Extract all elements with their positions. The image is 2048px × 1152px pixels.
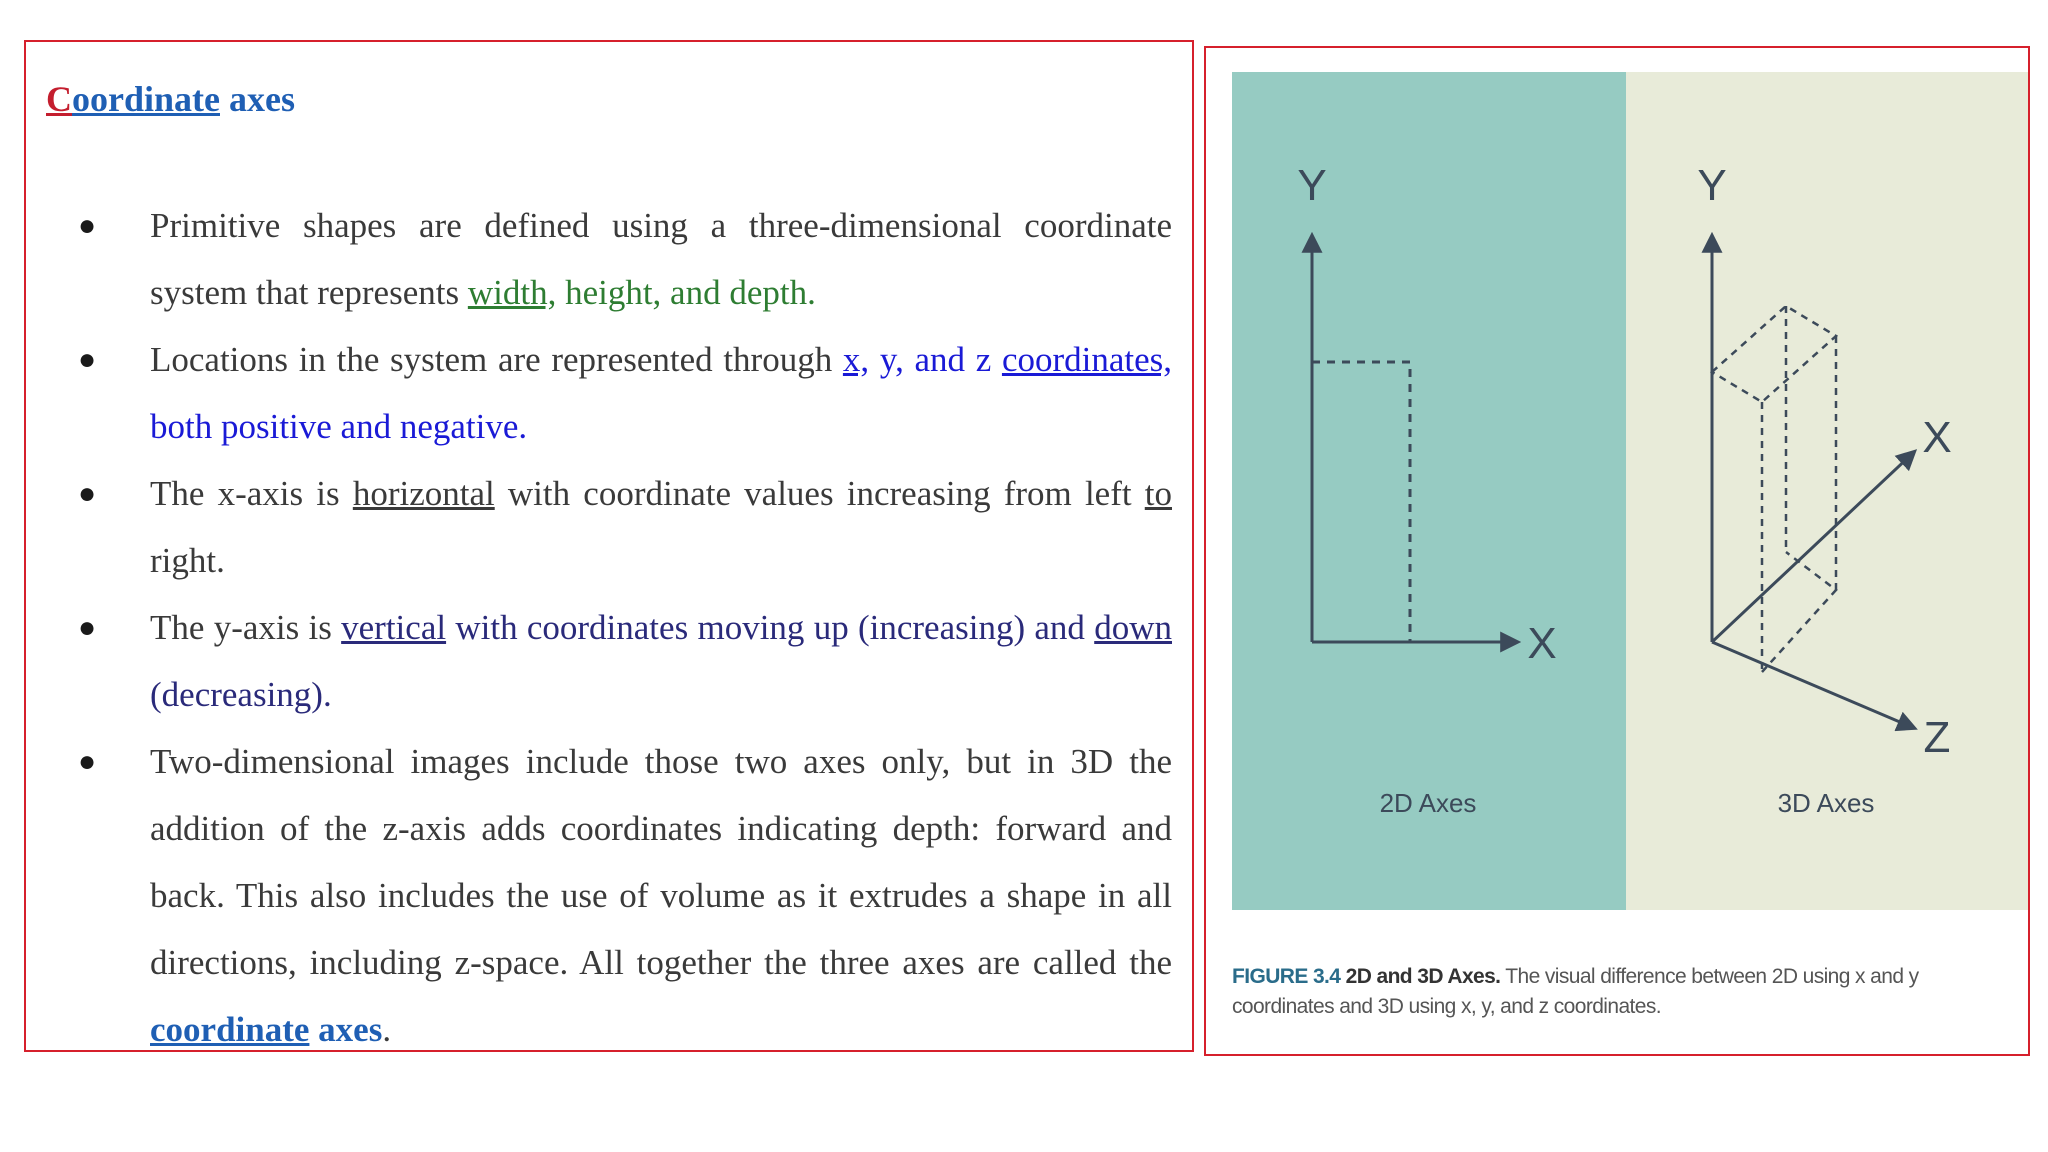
heading-word-coordinate: oordinate [72,79,220,119]
underlined-term-x: x, [842,340,870,379]
underlined-term-horizontal: horizontal [352,474,495,513]
underlined-term-coordinates: coordinates, [1001,340,1173,379]
caption-title: 2D and 3D Axes. [1345,965,1501,988]
heading-word-axes: axes [229,79,295,119]
bullet-dot-icon: ● [78,343,97,376]
underlined-term-width: width, [467,273,557,312]
underlined-term-vertical: vertical [341,608,447,647]
bullet-text: Locations in the system are represented through [150,340,843,379]
panel-3d-background [1626,72,2028,910]
coordinate-link[interactable]: coordinate [150,1010,310,1049]
colored-text: y, and z [869,340,1002,379]
caption-figure-label: FIGURE 3.4 [1232,965,1341,988]
label-2d-axes: 2D Axes [1379,788,1477,818]
bullet-item-3 [26,460,1172,594]
label-3d-axes: 3D Axes [1777,788,1875,818]
heading-first-letter: C [46,79,72,119]
section-heading [46,78,295,121]
bullet-list [26,192,1172,1063]
x-axis-label-3d: X [1922,413,1952,462]
figure-caption [1232,962,2022,1022]
bullet-text: Two-dimensional images include those two axes only, but in 3D the addition of the z-axis adds coordinates indicating depth: forward and back. This also includes the use of volume as it extrudes a shape in all directions, including z-space. All together the three axes are called the [150,742,1172,982]
colored-text: both positive and negative. [150,407,528,446]
underlined-term-down: down [1094,608,1172,647]
bullet-dot-icon: ● [78,477,97,510]
panel-2d-background [1232,72,1626,910]
bullet-item-1 [26,192,1172,326]
colored-text: (decreasing). [150,675,332,714]
bullet-item-5 [26,728,1172,1063]
space [309,1010,318,1049]
bullet-text: The x-axis is [150,474,353,513]
bullet-text: The y-axis is [150,608,342,647]
colored-text: height, and depth. [556,273,816,312]
axes-term: axes [318,1010,383,1049]
bullet-text: . [382,1010,392,1049]
bullet-dot-icon: ● [78,745,97,778]
caption-text: The visual difference between 2D using x and y coordinates and 3D using x, y, and z coordinates. [1232,965,1919,1018]
bullet-item-4 [26,594,1172,728]
bullet-dot-icon: ● [78,611,97,644]
underlined-term-to: to [1144,474,1172,513]
colored-text: with coordinates moving up (increasing) and [446,608,1095,647]
z-axis-label-3d: Z [1923,713,1951,762]
y-axis-label-2d: Y [1297,161,1327,210]
bullet-item-2 [26,326,1172,460]
x-axis-label-2d: X [1527,619,1557,668]
y-axis-label-3d: Y [1697,161,1727,210]
bullet-dot-icon: ● [78,209,97,242]
bullet-text: with coordinate values increasing from left [494,474,1145,513]
figure-panel [1204,46,2030,1056]
bullet-text: right. [150,541,225,580]
text-panel [24,40,1194,1052]
bullet-text: Primitive shapes are defined using a three-dimensional coordinate system that represents [150,206,1172,312]
axes-figure [1232,72,2028,910]
